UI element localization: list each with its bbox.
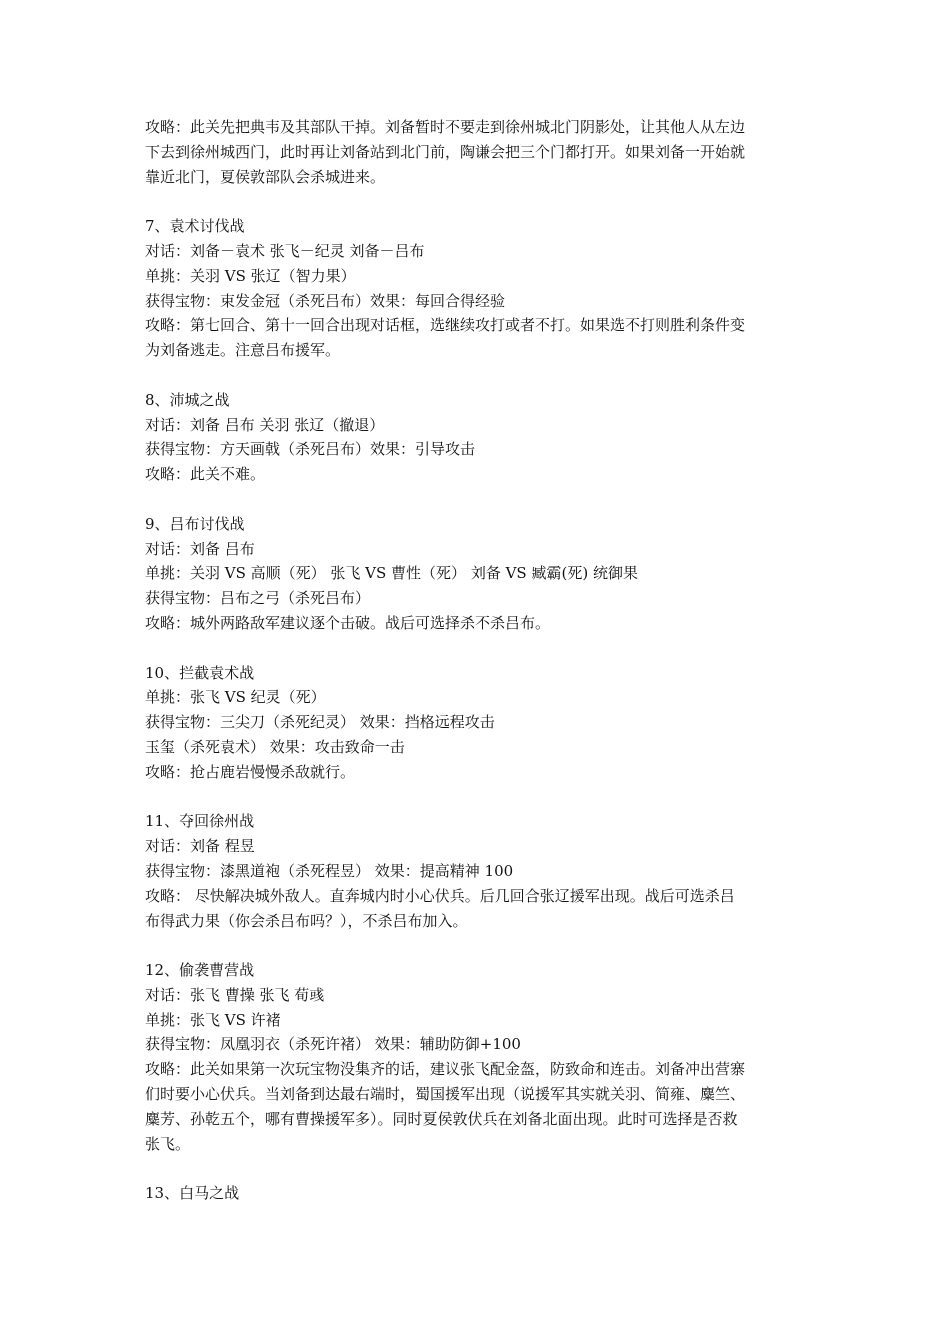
- text-line: 获得宝物：束发金冠（杀死吕布）效果：每回合得经验: [145, 291, 506, 310]
- blank-line: [145, 487, 810, 512]
- section-heading: 8、沛城之战: [145, 390, 230, 409]
- text-line: 单挑：关羽 VS 高顺（死） 张飞 VS 曹性（死） 刘备 VS 臧霸(死) 统御果: [145, 564, 638, 583]
- text-line: 获得宝物：三尖刀（杀死纪灵） 效果：挡格远程攻击: [145, 713, 495, 732]
- text-line: 攻略：第七回合、第十一回合出现对话框，选继续攻打或者不打。如果选不打则胜利条件变: [145, 316, 746, 335]
- blank-line: [145, 189, 810, 214]
- text-line: 单挑：张飞 VS 许褚: [145, 1010, 281, 1029]
- text-line: 为刘备逃走。注意吕布援军。: [145, 341, 341, 360]
- text-line: 获得宝物：凤凰羽衣（杀死许褚） 效果：辅助防御+100: [145, 1035, 521, 1054]
- text-line: 攻略： 尽快解决城外敌人。直奔城内时小心伏兵。后几回合张辽援军出现。战后可选杀吕: [145, 886, 735, 905]
- text-line: 单挑：张飞 VS 纪灵（死）: [145, 688, 326, 707]
- text-line: 对话：刘备－袁术 张飞－纪灵 刘备－吕布: [145, 241, 425, 260]
- section-heading: 10、拦截袁术战: [145, 663, 255, 682]
- text-line: 麋芳、孙乾五个，哪有曹操援军多）。同时夏侯敦伏兵在刘备北面出现。此时可选择是否救: [145, 1109, 738, 1128]
- text-line: 对话：刘备 程昱: [145, 837, 255, 856]
- text-line: 靠近北门，夏侯敦部队会杀城进来。: [145, 167, 386, 186]
- blank-line: [145, 363, 810, 388]
- document-page: [145, 115, 810, 1206]
- section-heading: 9、吕布讨伐战: [145, 514, 245, 533]
- text-line: 攻略：城外两路敌军建议逐个击破。战后可选择杀不杀吕布。: [145, 613, 551, 632]
- text-line: 攻略：此关不难。: [145, 465, 266, 484]
- blank-line: [145, 785, 810, 810]
- text-line: 对话：刘备 吕布: [145, 539, 255, 558]
- text-line: 对话：刘备 吕布 关羽 张辽（撤退）: [145, 415, 385, 434]
- text-line: 攻略：此关如果第一次玩宝物没集齐的话，建议张飞配金盔，防致命和连击。刘备冲出营寨: [145, 1060, 746, 1079]
- section-heading: 13、白马之战: [145, 1184, 240, 1203]
- blank-line: [145, 1156, 810, 1181]
- text-line: 攻略：此关先把典韦及其部队干掉。刘备暂时不要走到徐州城北门阴影处，让其他人从左边: [145, 118, 746, 136]
- section-heading: 11、夺回徐州战: [145, 812, 255, 831]
- section-heading: 12、偷袭曹营战: [145, 961, 255, 980]
- text-line: 获得宝物：方天画戟（杀死吕布）效果：引导攻击: [145, 440, 476, 459]
- section-heading: 7、袁术讨伐战: [145, 217, 245, 236]
- text-line: 攻略：抢占鹿岩慢慢杀敌就行。: [145, 762, 356, 781]
- text-line: 获得宝物：漆黑道袍（杀死程昱） 效果：提高精神 100: [145, 861, 514, 880]
- text-line: 获得宝物：吕布之弓（杀死吕布）: [145, 589, 371, 608]
- text-line: 玉玺（杀死袁术） 效果：攻击致命一击: [145, 737, 405, 756]
- text-line: 单挑：关羽 VS 张辽（智力果）: [145, 266, 356, 285]
- blank-line: [145, 933, 810, 958]
- blank-line: [145, 636, 810, 661]
- text-line: 张飞。: [145, 1134, 191, 1153]
- text-line: 下去到徐州城西门，此时再让刘备站到北门前，陶谦会把三个门都打开。如果刘备一开始就: [145, 142, 746, 161]
- text-line: 们时要小心伏兵。当刘备到达最右端时，蜀国援军出现（说援军其实就关羽、简雍、麋竺、: [145, 1085, 746, 1104]
- text-line: 布得武力果（你会杀吕布吗？），不杀吕布加入。: [145, 911, 468, 930]
- text-line: 对话：张飞 曹操 张飞 荀彧: [145, 985, 325, 1004]
